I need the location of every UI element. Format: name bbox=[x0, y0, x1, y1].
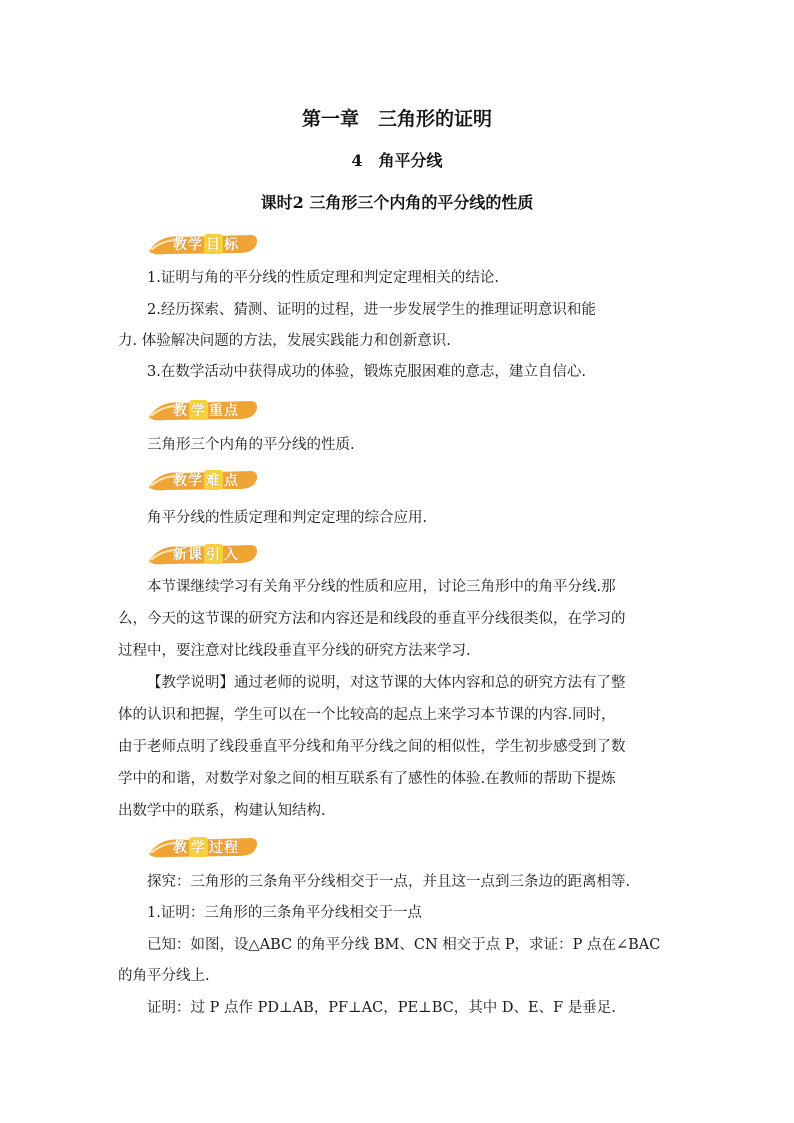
process-line-1: 探究：三角形的三条角平分线相交于一点，并且这一点到三条边的距离相等. bbox=[147, 874, 631, 890]
intro-line-3: 过程中，要注意对比线段垂直平分线的研究方法来学习. bbox=[118, 643, 471, 659]
intro-line-1: 本节课继续学习有关角平分线的性质和应用，讨论三角形中的角平分线.那 bbox=[147, 579, 616, 595]
intro-note-line-4: 学中的和谐，对数学对象之间的相互联系有了感性的体验.在教师的帮助下提炼 bbox=[118, 771, 616, 787]
chapter-title: 第一章 三角形的证明 bbox=[301, 108, 492, 130]
goals-line-1: 1.证明与角的平分线的性质定理和判定定理相关的结论. bbox=[147, 270, 499, 286]
intro-line-2: 么，今天的这节课的研究方法和内容还是和线段的垂直平分线很类似，在学习的 bbox=[118, 611, 626, 627]
difficulties-line-1: 角平分线的性质定理和判定定理的综合应用. bbox=[147, 510, 428, 526]
goals-line-3: 力. 体验解决问题的方法，发展实践能力和创新意识. bbox=[118, 333, 451, 349]
badge-difficulties: 教学 难 点 bbox=[147, 467, 259, 493]
goals-line-2: 2.经历探索、猜测、证明的过程，进一步发展学生的推理证明意识和能 bbox=[147, 302, 596, 318]
badge-key-points: 教 学 重点 bbox=[147, 397, 259, 423]
key-points-line-1: 三角形三个内角的平分线的性质. bbox=[147, 437, 355, 453]
intro-note-line-3: 由于老师点明了线段垂直平分线和角平分线之间的相似性，学生初步感受到了数 bbox=[118, 739, 626, 755]
badge-process: 教 学 过程 bbox=[147, 834, 259, 860]
lesson-title: 课时2 三角形三个内角的平分线的性质 bbox=[260, 193, 534, 212]
intro-note-line-2: 体的认识和把握，学生可以在一个比较高的起点上来学习本节课的内容.同时， bbox=[118, 707, 616, 723]
badge-goals: 教学 目 标 bbox=[147, 231, 259, 257]
intro-note-line-1: 【教学说明】通过老师的说明，对这节课的大体内容和总的研究方法有了整 bbox=[147, 675, 626, 691]
badge-intro: 新课 引 入 bbox=[147, 541, 259, 567]
process-line-2: 1.证明：三角形的三条角平分线相交于一点 bbox=[147, 905, 422, 921]
intro-note-line-5: 出数学中的联系，构建认知结构. bbox=[118, 803, 326, 819]
process-line-4: 的角平分线上. bbox=[118, 968, 210, 984]
goals-line-4: 3.在数学活动中获得成功的体验，锻炼克服困难的意志，建立自信心. bbox=[147, 364, 586, 380]
process-line-3: 已知：如图，设△ABC 的角平分线 BM、CN 相交于点 P，求证：P 点在∠BAC bbox=[147, 937, 661, 953]
section-title: 4 角平分线 bbox=[351, 151, 443, 170]
process-line-5: 证明：过 P 点作 PD⊥AB，PF⊥AC，PE⊥BC，其中 D、E、F 是垂足. bbox=[147, 1000, 616, 1016]
